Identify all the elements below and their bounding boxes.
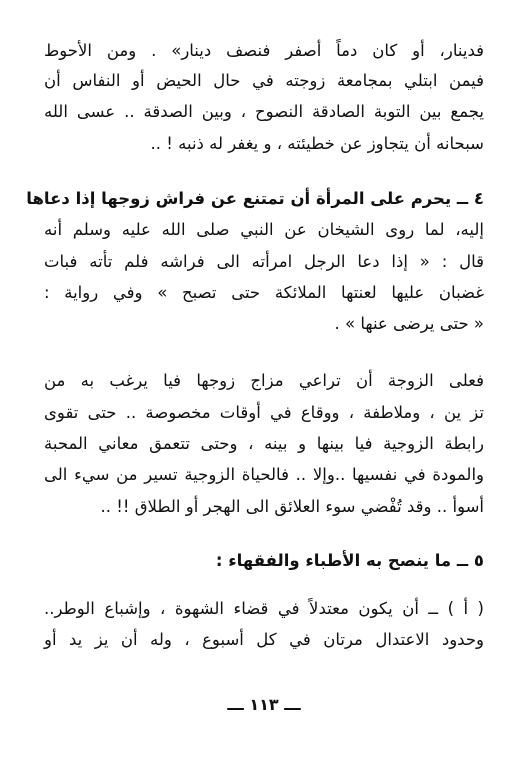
text-line: غضبان عليها لعنتها الملائكة حتى تصبح » وفي رواية :: [44, 283, 484, 302]
page-number: ـــ ١١٣ ـــ: [227, 695, 301, 714]
text-line: سبحانه أن يتجاوز عن خطيئته ، و يغفر له ذنبه ! ..: [150, 134, 484, 153]
section-heading: ٥ ــ ما ينصح به الأطباء والفقهاء :: [215, 551, 484, 570]
text-line: والمودة في نفسيها ..وإلا .. فالحياة الزوجية تسير من سيء الى: [44, 465, 484, 484]
section-heading: ٤ ــ يحرم على المرأة أن تمتنع عن فراش زوجها إذا دعاها: [26, 189, 484, 208]
text-line: « حتى يرضى عنها » .: [334, 314, 484, 333]
text-line: فيمن ابتلي بمجامعة زوجته في حال الحيض أو النفاس أن: [44, 71, 484, 90]
text-line: فدينار، أو كان دماً أصفر فنصف دينار» . ومن الأحوط: [44, 41, 484, 60]
text-line: يجمع بين التوبة الصادقة النصوح ، وبين الصدقة .. عسى الله: [44, 102, 484, 121]
text-line: رابطة الزوجية فيا بينها و بينه ، وحتى تتعمق معاني المحبة: [44, 434, 484, 453]
text-line: ( أ ) ــ أن يكون معتدلاً في قضاء الشهوة ، وإشباع الوطر..: [44, 599, 484, 618]
text-line: تز ين ، وملاطفة ، ووقاع في أوقات مخصوصة .. حتى تقوى: [44, 403, 484, 422]
text-line: فعلى الزوجة أن تراعي مزاج زوجها فيا يرغب به من: [44, 371, 484, 390]
text-line: إليه، لما روى الشيخان عن النبي صلى الله عليه وسلم أنه: [44, 220, 484, 239]
text-line: قال : « إذا دعا الرجل امرأته الى فراشه فلم تأته فبات: [44, 252, 484, 271]
text-line: أسوأ .. وقد تُفْضي سوء العلائق الى الهجر أو الطلاق !! ..: [100, 497, 484, 516]
text-line: وحدود الاعتدال مرتان في كل أسبوع ، وله أن يز يد أو: [44, 630, 484, 649]
